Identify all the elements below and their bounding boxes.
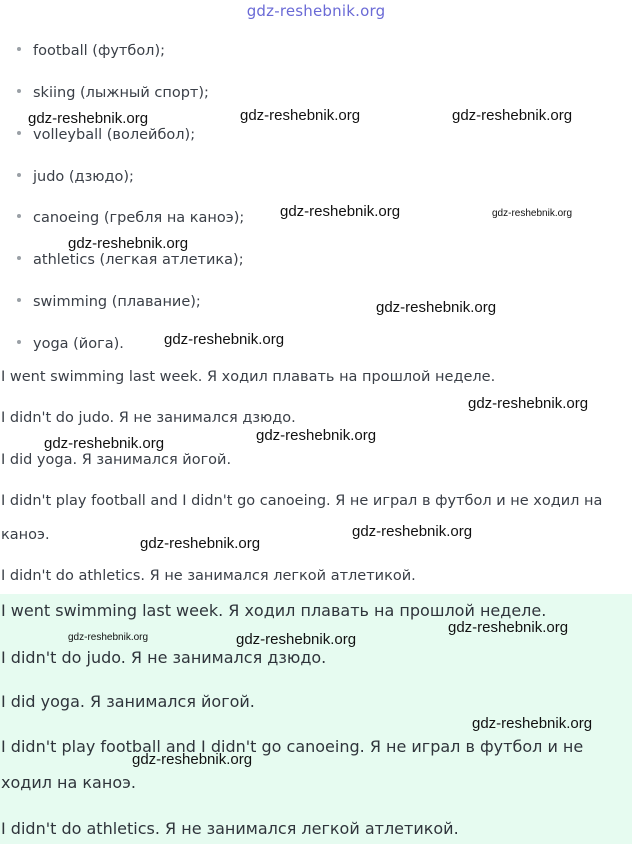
list-item-text: swimming (плавание); [33, 294, 201, 310]
watermark: gdz-reshebnik.org [472, 715, 593, 732]
watermark: gdz-reshebnik.org [132, 751, 253, 768]
answer-line: I went swimming last week. Я ходил плавать на прошлой неделе. [1, 601, 547, 620]
bullet-dot [17, 256, 21, 260]
list-item-text: yoga (йога). [33, 336, 124, 352]
watermark: gdz-reshebnik.org [376, 299, 497, 316]
watermark: gdz-reshebnik.org [256, 427, 377, 444]
bullet-dot [17, 298, 21, 302]
watermark: gdz-reshebnik.org [44, 435, 165, 452]
bullet-dot [17, 214, 21, 218]
list-item-text: volleyball (волейбол); [33, 127, 196, 143]
watermark: gdz-reshebnik.org [68, 235, 189, 252]
list-item [17, 294, 201, 310]
watermark: gdz-reshebnik.org [352, 523, 473, 540]
list-item [17, 127, 195, 143]
header-watermark: gdz-reshebnik.org [246, 2, 386, 20]
list-item [17, 252, 244, 268]
list-item [17, 169, 134, 185]
watermark: gdz-reshebnik.org [164, 331, 285, 348]
watermark: gdz-reshebnik.org [236, 631, 357, 648]
list-item-text: canoeing (гребля на каноэ); [33, 210, 245, 226]
watermark: gdz-reshebnik.org [452, 107, 573, 124]
list-item-text: skiing (лыжный спорт); [33, 85, 209, 101]
sentence-line: каноэ. [1, 527, 50, 543]
answer-line: ходил на каноэ. [1, 773, 136, 792]
sentence-line: I didn't do athletics. Я не занимался легкой атлетикой. [1, 568, 416, 584]
watermark: gdz-reshebnik.org [140, 535, 261, 552]
answer-line: I didn't do athletics. Я не занимался легкой атлетикой. [1, 819, 459, 838]
list-item [17, 85, 209, 101]
sentence-line: I didn't play football and I didn't go canoeing. Я не играл в футбол и не ходил на [1, 493, 603, 509]
watermark: gdz-reshebnik.org [68, 632, 149, 643]
answer-line: I didn't play football and I didn't go canoeing. Я не играл в футбол и не [1, 737, 584, 756]
answer-line: I did yoga. Я занимался йогой. [1, 692, 255, 711]
watermark: gdz-reshebnik.org [240, 107, 361, 124]
bullet-dot [17, 131, 21, 135]
sentence-line: I didn't do judo. Я не занимался дзюдо. [1, 410, 296, 426]
list-item [17, 210, 244, 226]
list-item-text: football (футбол); [33, 43, 165, 59]
list-item [17, 336, 124, 352]
answer-line: I didn't do judo. Я не занимался дзюдо. [1, 648, 327, 667]
list-item-text: judo (дзюдо); [33, 169, 134, 185]
watermark: gdz-reshebnik.org [448, 619, 569, 636]
watermark: gdz-reshebnik.org [28, 110, 149, 127]
bullet-dot [17, 47, 21, 51]
bullet-dot [17, 173, 21, 177]
watermark: gdz-reshebnik.org [468, 395, 589, 412]
bullet-dot [17, 340, 21, 344]
bullet-dot [17, 89, 21, 93]
list-item-text: athletics (легкая атлетика); [33, 252, 244, 268]
sentence-line: I did yoga. Я занимался йогой. [1, 452, 232, 468]
sentence-line: I went swimming last week. Я ходил плавать на прошлой неделе. [1, 369, 496, 385]
watermark: gdz-reshebnik.org [492, 208, 573, 219]
list-item [17, 43, 165, 59]
watermark: gdz-reshebnik.org [280, 203, 401, 220]
